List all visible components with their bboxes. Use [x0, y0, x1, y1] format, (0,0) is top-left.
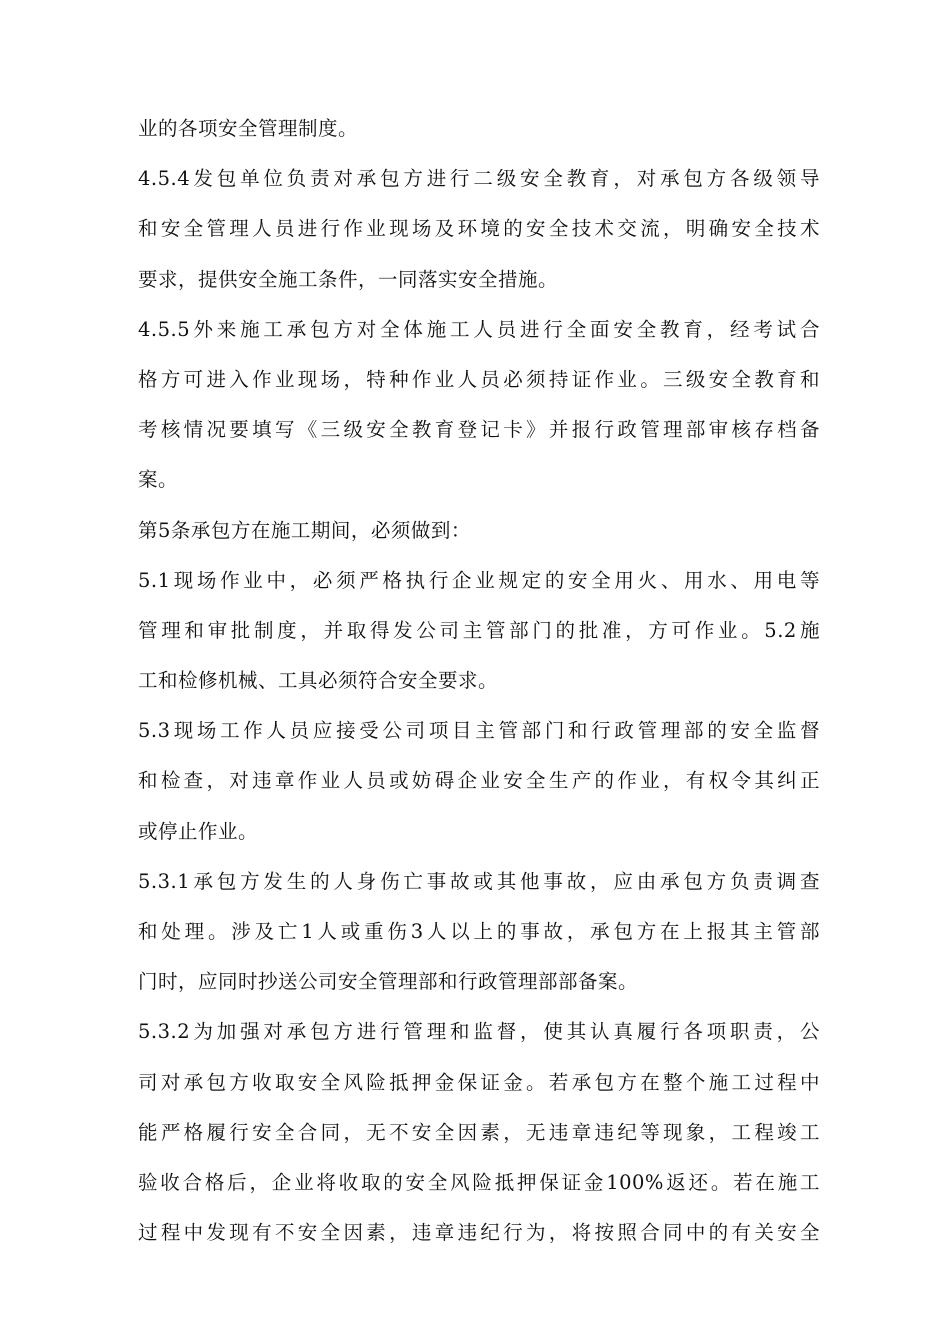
- text-line: 能严格履行安全合同，无不安全因素，无违章违纪等现象，工程竣工: [138, 1120, 820, 1144]
- text-line: 或停止作业。: [138, 819, 259, 843]
- text-line: 5.1现场作业中，必须严格执行企业规定的安全用火、用水、用电等: [138, 568, 820, 592]
- text-line: 4.5.4发包单位负责对承包方进行二级安全教育，对承包方各级领导: [138, 167, 820, 191]
- text-line: 5.3.1承包方发生的人身伤亡事故或其他事故，应由承包方负责调查: [138, 869, 820, 893]
- text-line: 第5条承包方在施工期间，必须做到：: [138, 518, 471, 542]
- text-line: 格方可进入作业现场，特种作业人员必须持证作业。三级安全教育和: [138, 367, 820, 391]
- text-line: 管理和审批制度，并取得发公司主管部门的批准，方可作业。5.2施: [138, 618, 820, 642]
- text-line: 5.3现场工作人员应接受公司项目主管部门和行政管理部的安全监督: [138, 719, 820, 743]
- text-line: 工和检修机械、工具必须符合安全要求。: [138, 669, 499, 693]
- text-line: 门时，应同时抄送公司安全管理部和行政管理部部备案。: [138, 970, 639, 994]
- text-line: 4.5.5外来施工承包方对全体施工人员进行全面安全教育，经考试合: [138, 317, 820, 341]
- text-line: 过程中发现有不安全因素，违章违纪行为，将按照合同中的有关安全: [138, 1221, 820, 1245]
- text-line: 业的各项安全管理制度。: [138, 117, 359, 140]
- text-line: 要求，提供安全施工条件，一同落实安全措施。: [138, 267, 559, 291]
- text-line: 案。: [138, 468, 179, 492]
- document-body: [138, 104, 820, 1258]
- text-line: 验收合格后，企业将收取的安全风险抵押保证金100%返还。若在施工: [138, 1170, 820, 1194]
- text-line: 和安全管理人员进行作业现场及环境的安全技术交流，明确安全技术: [138, 217, 820, 241]
- text-line: 和处理。涉及亡1人或重伤3人以上的事故，承包方在上报其主管部: [138, 920, 820, 943]
- text-line: 考核情况要填写《三级安全教育登记卡》并报行政管理部审核存档备: [138, 418, 820, 442]
- text-line: 司对承包方收取安全风险抵押金保证金。若承包方在整个施工过程中: [138, 1070, 820, 1094]
- text-line: 和检查，对违章作业人员或妨碍企业安全生产的作业，有权令其纠正: [138, 769, 820, 793]
- text-line: 5.3.2为加强对承包方进行管理和监督，使其认真履行各项职责，公: [138, 1020, 820, 1044]
